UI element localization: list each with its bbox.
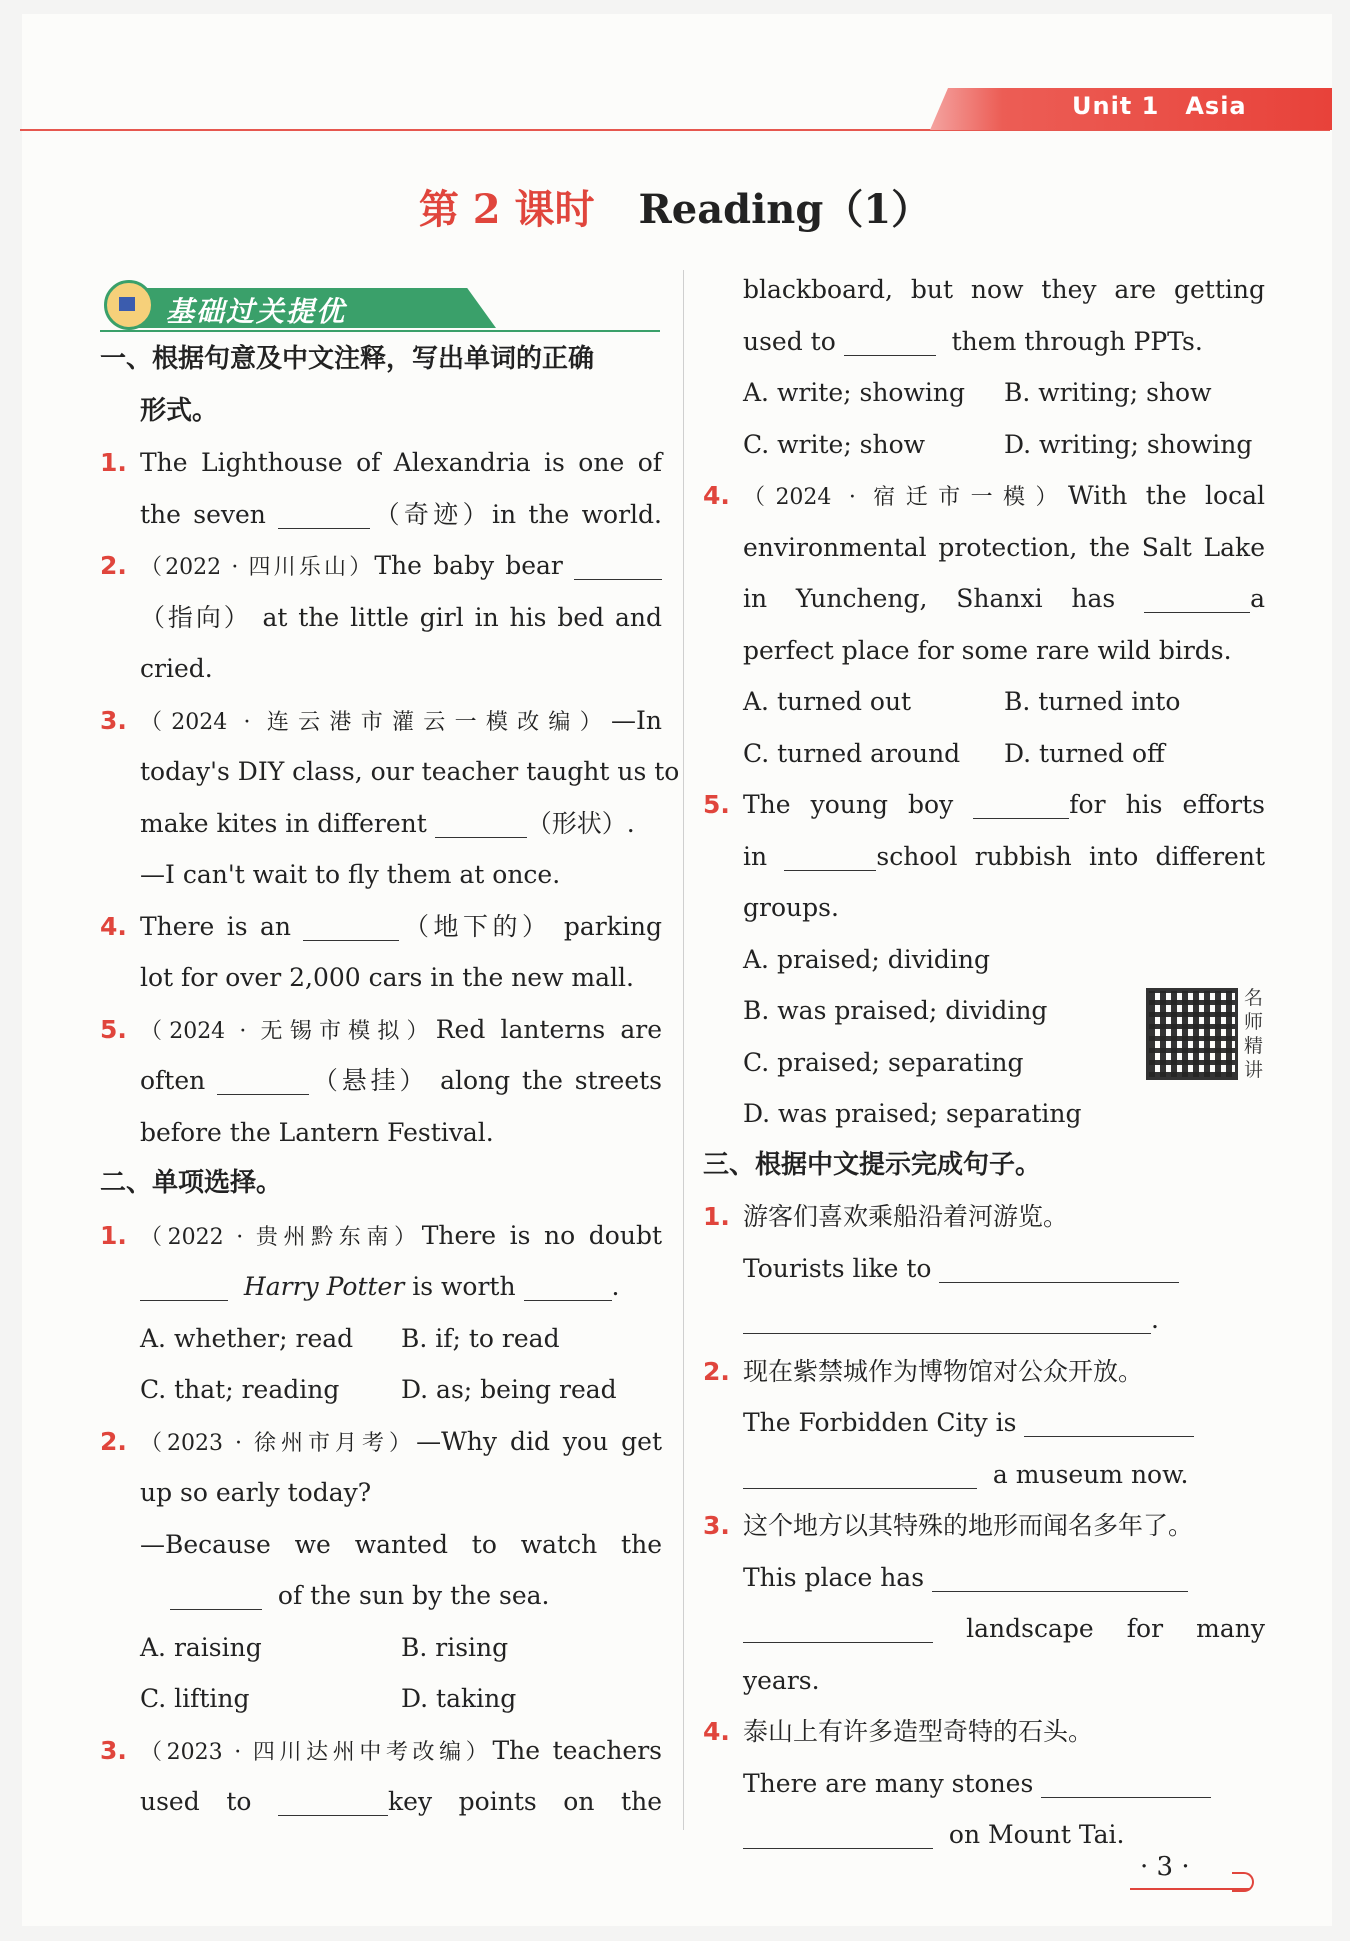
question-text: make kites in different bbox=[140, 808, 427, 838]
page-number: · 3 · bbox=[1140, 1852, 1190, 1882]
unit-label: Unit 1 bbox=[1072, 92, 1160, 120]
p1-q2-line1 bbox=[100, 540, 662, 592]
option-a[interactable]: A. praised; dividing bbox=[743, 944, 991, 974]
p1-q4-line2: lot for over 2,000 cars in the new mall. bbox=[140, 963, 634, 992]
column-divider bbox=[683, 270, 684, 1830]
question-number: 1. bbox=[703, 1202, 730, 1231]
answer-blank[interactable] bbox=[743, 1307, 1151, 1334]
question-number: 1. bbox=[100, 448, 127, 477]
left-column bbox=[100, 272, 680, 1828]
p1-q2-line2: （指向） at the little girl in his bed and bbox=[140, 602, 662, 632]
p1-q5-line3: before the Lantern Festival. bbox=[140, 1117, 494, 1147]
part2-heading: 二、单项选择。 bbox=[100, 1168, 283, 1198]
question-text: （悬挂） along the streets bbox=[309, 1066, 662, 1095]
answer-blank[interactable] bbox=[784, 844, 876, 871]
option-b[interactable]: B. turned into bbox=[1004, 687, 1181, 716]
p3-q4-en bbox=[703, 1758, 1265, 1810]
question-text: —In bbox=[611, 705, 662, 735]
p2-q3-line3: blackboard, but now they are getting bbox=[743, 275, 1265, 304]
question-text: often bbox=[140, 1066, 206, 1095]
question-number: 3. bbox=[703, 1511, 730, 1540]
option-c[interactable]: C. turned around bbox=[743, 738, 961, 768]
option-a[interactable]: A. turned out bbox=[743, 687, 912, 716]
p1-q5-line2 bbox=[100, 1055, 662, 1107]
answer-blank[interactable] bbox=[217, 1068, 309, 1095]
p1-q5-line1 bbox=[100, 1004, 662, 1056]
p3-q2-en-cont bbox=[703, 1449, 1265, 1501]
question-source: （2024 · 宿迁市一模） bbox=[743, 485, 1068, 510]
page-title bbox=[0, 178, 1350, 235]
question-text: There is an bbox=[140, 911, 292, 941]
p1-q4-line1 bbox=[100, 901, 662, 953]
p3-q3-cn bbox=[703, 1500, 1265, 1552]
answer-blank[interactable] bbox=[844, 329, 936, 356]
p2-q2-line4 bbox=[100, 1570, 662, 1622]
p2-q4-options-ab bbox=[703, 676, 1265, 728]
question-text: With the local bbox=[1067, 481, 1266, 510]
question-number: 3. bbox=[100, 705, 127, 735]
p2-q2-options-cd bbox=[100, 1673, 662, 1725]
p2-q2-line3: —Because we wanted to watch the bbox=[140, 1529, 662, 1559]
option-b[interactable]: B. was praised; dividing bbox=[743, 996, 1048, 1025]
question-text: The Forbidden City is bbox=[743, 1408, 1017, 1437]
option-a[interactable]: A. whether; read bbox=[140, 1323, 354, 1353]
question-text: （奇迹）in the world. bbox=[370, 499, 663, 529]
answer-blank[interactable] bbox=[743, 1822, 933, 1849]
p2-q2-line2: up so early today? bbox=[140, 1478, 372, 1507]
answer-blank[interactable] bbox=[303, 914, 399, 941]
question-number: 4. bbox=[703, 481, 730, 510]
question-text: for his efforts bbox=[1069, 790, 1265, 819]
question-source: （2024 · 无锡市模拟） bbox=[140, 1018, 436, 1044]
p1-q2-line3: cried. bbox=[140, 654, 213, 683]
answer-blank[interactable] bbox=[435, 811, 527, 838]
option-a[interactable]: A. raising bbox=[140, 1632, 262, 1662]
question-text: on Mount Tai. bbox=[948, 1820, 1125, 1849]
chinese-prompt: 这个地方以其特殊的地形而闻名多年了。 bbox=[743, 1511, 1194, 1540]
p2-q4-options-cd bbox=[703, 728, 1265, 780]
p2-q5-line2 bbox=[703, 831, 1265, 883]
question-text: The teachers bbox=[492, 1735, 663, 1765]
p2-q4-line2: environmental protection, the Salt Lake bbox=[743, 532, 1265, 562]
p2-q3-line2 bbox=[100, 1776, 662, 1828]
question-number: 1. bbox=[100, 1220, 127, 1250]
p3-q3-en bbox=[703, 1552, 1265, 1604]
question-number: 5. bbox=[703, 790, 730, 819]
part1-heading: 一、根据句意及中文注释，写出单词的正确 bbox=[100, 344, 595, 374]
question-text: the seven bbox=[140, 499, 266, 529]
question-text: There is no doubt bbox=[421, 1220, 662, 1250]
option-d[interactable]: D. was praised; separating bbox=[743, 1099, 1082, 1128]
p3-q1-en-cont: . bbox=[703, 1294, 1265, 1346]
answer-blank[interactable] bbox=[574, 553, 662, 580]
question-number: 4. bbox=[703, 1717, 730, 1746]
answer-blank[interactable] bbox=[1024, 1410, 1194, 1437]
option-d[interactable]: D. turned off bbox=[1004, 738, 1165, 768]
p2-q4-line4: perfect place for some rare wild birds. bbox=[743, 635, 1232, 665]
question-text: The baby bear bbox=[374, 551, 563, 580]
question-text: used to bbox=[743, 326, 836, 356]
option-c[interactable]: C. lifting bbox=[140, 1684, 250, 1713]
p1-q3-line3 bbox=[100, 798, 662, 850]
lesson-name: Reading（1） bbox=[638, 186, 932, 233]
option-a[interactable]: A. write; showing bbox=[743, 378, 965, 407]
part3-heading: 三、根据中文提示完成句子。 bbox=[703, 1149, 1042, 1180]
option-b[interactable]: B. writing; show bbox=[1004, 378, 1212, 407]
question-text: There are many stones bbox=[743, 1768, 1034, 1798]
question-text: in bbox=[743, 841, 768, 871]
question-text: landscape for many bbox=[966, 1614, 1265, 1643]
p3-q2-en bbox=[703, 1397, 1265, 1449]
p2-q3-options-ab bbox=[703, 367, 1265, 419]
p2-q3-options-cd bbox=[703, 419, 1265, 471]
question-text: a bbox=[1250, 584, 1265, 613]
question-text: of the sun by the sea. bbox=[277, 1581, 550, 1610]
question-text: The Lighthouse of Alexandria is one of bbox=[140, 448, 662, 477]
p2-q1-options-cd bbox=[100, 1364, 662, 1416]
chinese-prompt: 游客们喜欢乘船沿着河游览。 bbox=[743, 1202, 1069, 1231]
answer-blank[interactable] bbox=[932, 1565, 1188, 1592]
question-source: （2022 · 贵州黔东南） bbox=[140, 1224, 422, 1250]
question-text: Red lanterns are bbox=[435, 1014, 663, 1044]
chinese-prompt: 现在紫禁城作为博物馆对公众开放。 bbox=[743, 1356, 1144, 1386]
part1-heading-cont: 形式。 bbox=[140, 395, 219, 426]
question-text: school rubbish into different bbox=[876, 841, 1265, 871]
answer-blank[interactable] bbox=[524, 1274, 612, 1301]
question-text: in Yuncheng, Shanxi has bbox=[743, 584, 1116, 613]
question-text: key points on the bbox=[388, 1787, 662, 1816]
option-d[interactable]: D. taking bbox=[401, 1684, 517, 1713]
question-text: —Why did you get bbox=[416, 1426, 662, 1456]
answer-blank[interactable] bbox=[973, 792, 1069, 819]
question-text: （形状）. bbox=[526, 808, 635, 838]
question-text: Tourists like to bbox=[743, 1253, 932, 1283]
question-text: The young boy bbox=[743, 790, 954, 819]
option-d[interactable]: D. writing; showing bbox=[1004, 429, 1253, 459]
answer-blank[interactable] bbox=[278, 1789, 388, 1816]
question-source: （2023 · 四川达州中考改编） bbox=[140, 1739, 493, 1765]
question-source: （2022 · 四川乐山） bbox=[140, 555, 375, 580]
question-number: 3. bbox=[100, 1735, 127, 1765]
question-text: a museum now. bbox=[992, 1459, 1189, 1489]
p2-q1-line1 bbox=[100, 1210, 662, 1262]
p3-q1-en bbox=[703, 1243, 1265, 1295]
question-source: （2023 · 徐州市月考） bbox=[140, 1430, 417, 1456]
banner-label: 基础过关提优 bbox=[166, 295, 347, 328]
qr-code-icon[interactable] bbox=[1146, 988, 1238, 1080]
question-number: 4. bbox=[100, 911, 127, 941]
p2-q5-line1 bbox=[703, 779, 1265, 831]
p2-q5-line3: groups. bbox=[743, 893, 839, 922]
p2-q2-line1 bbox=[100, 1416, 662, 1468]
question-number: 2. bbox=[703, 1356, 730, 1386]
qr-label: 名师精讲 bbox=[1244, 987, 1264, 1081]
question-text: them through PPTs. bbox=[951, 326, 1203, 356]
p2-q3-line4 bbox=[703, 316, 1265, 368]
question-text: （地下的） parking bbox=[399, 911, 662, 941]
page-arrow-icon bbox=[1232, 1872, 1254, 1892]
p2-q3-line1 bbox=[100, 1725, 662, 1777]
answer-blank[interactable] bbox=[939, 1256, 1179, 1283]
p3-q1-cn bbox=[703, 1191, 1265, 1243]
option-c[interactable]: C. write; show bbox=[743, 429, 926, 459]
answer-blank[interactable] bbox=[743, 1616, 933, 1643]
p1-q1-line1 bbox=[100, 437, 662, 489]
p1-q3-line1 bbox=[100, 695, 662, 747]
banner-rule bbox=[100, 330, 660, 332]
option-c[interactable]: C. praised; separating bbox=[743, 1047, 1024, 1077]
p1-q3-line4: —I can't wait to fly them at once. bbox=[140, 860, 561, 889]
p2-q4-line1 bbox=[703, 470, 1265, 522]
p1-q3-line2: today's DIY class, our teacher taught us to bbox=[140, 757, 680, 786]
p3-q2-cn bbox=[703, 1346, 1265, 1398]
answer-blank[interactable] bbox=[743, 1462, 977, 1489]
section-banner bbox=[100, 272, 662, 334]
p2-q2-options-ab bbox=[100, 1622, 662, 1674]
option-b[interactable]: B. rising bbox=[401, 1632, 509, 1662]
book-title: Harry Potter bbox=[243, 1272, 405, 1301]
p2-q1-options-ab bbox=[100, 1313, 662, 1365]
question-text: is worth bbox=[412, 1272, 516, 1301]
p3-q4-cn bbox=[703, 1706, 1265, 1758]
question-number: 2. bbox=[100, 1426, 127, 1456]
answer-blank[interactable] bbox=[1144, 586, 1250, 613]
running-header bbox=[1072, 92, 1247, 120]
chinese-prompt: 泰山上有许多造型奇特的石头。 bbox=[743, 1717, 1094, 1746]
answer-blank[interactable] bbox=[1041, 1771, 1211, 1798]
p2-q1-line2: Harry Potter is worth . bbox=[100, 1261, 662, 1313]
lesson-number: 第 2 课时 bbox=[418, 186, 595, 233]
question-text: used to bbox=[140, 1787, 252, 1816]
p3-q3-en-end: years. bbox=[743, 1665, 820, 1695]
p1-q1-line2 bbox=[100, 489, 662, 541]
question-text: This place has bbox=[743, 1562, 925, 1592]
option-d[interactable]: D. as; being read bbox=[401, 1375, 617, 1404]
answer-blank[interactable] bbox=[140, 1274, 228, 1301]
option-b[interactable]: B. if; to read bbox=[401, 1323, 560, 1353]
answer-blank[interactable] bbox=[278, 502, 370, 529]
p3-q3-en-cont bbox=[703, 1603, 1265, 1655]
answer-blank[interactable] bbox=[170, 1583, 262, 1610]
question-number: 2. bbox=[100, 551, 127, 580]
p2-q4-line3 bbox=[703, 573, 1265, 625]
unit-topic: Asia bbox=[1185, 92, 1247, 120]
question-number: 5. bbox=[100, 1014, 127, 1044]
option-c[interactable]: C. that; reading bbox=[140, 1375, 340, 1404]
question-source: （2024 · 连云港市灌云一模改编） bbox=[140, 709, 612, 735]
house-icon bbox=[104, 280, 154, 330]
